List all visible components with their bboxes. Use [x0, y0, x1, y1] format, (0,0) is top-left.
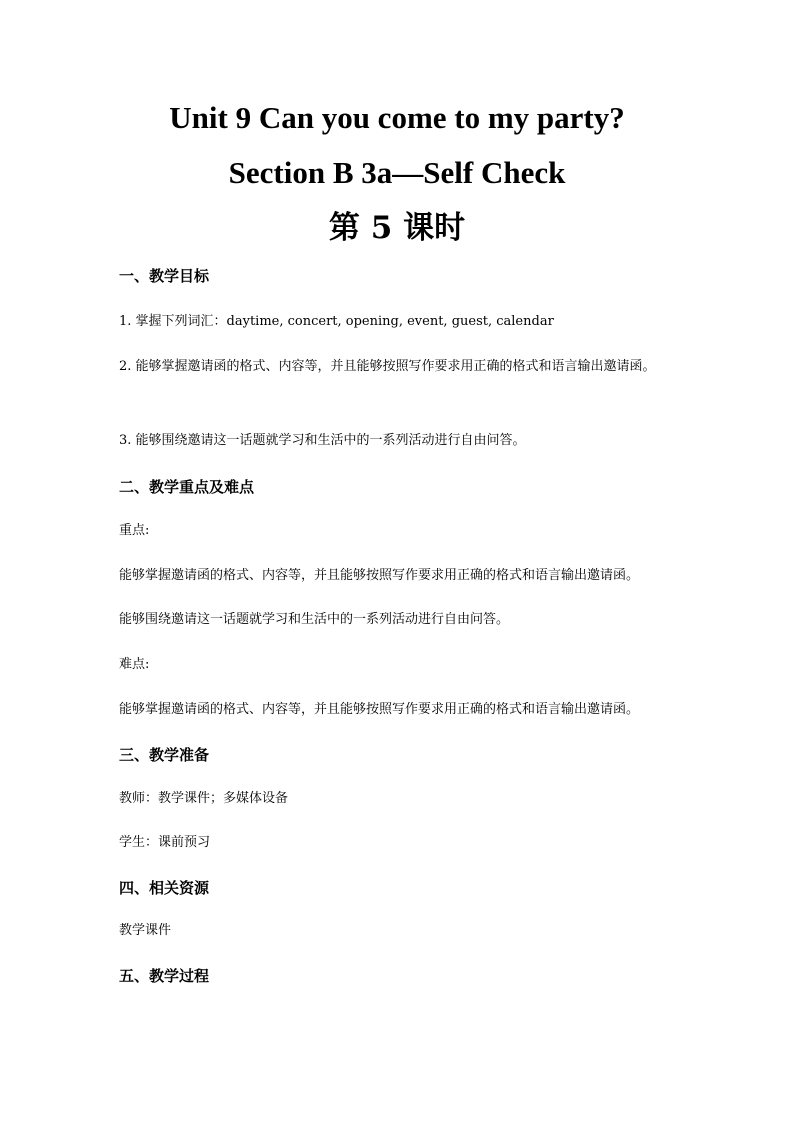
key-points-label: 重点:: [119, 523, 150, 538]
difficult-points-label: 难点:: [119, 657, 150, 672]
heading-key-and-difficult-points: 二、教学重点及难点: [119, 478, 255, 496]
key-point-item-1: 能够掌握邀请函的格式、内容等，并且能够按照写作要求用正确的格式和语言输出邀请函。: [119, 568, 640, 583]
teacher-preparation: 教师：教学课件；多媒体设备: [119, 791, 289, 806]
student-preparation: 学生：课前预习: [119, 835, 211, 850]
heading-related-resources: 四、相关资源: [119, 879, 210, 897]
difficult-point-item-1: 能够掌握邀请函的格式、内容等，并且能够按照写作要求用正确的格式和语言输出邀请函。: [119, 702, 640, 717]
lesson-title: 第 5 课时: [328, 210, 466, 246]
objective-item-3: 3. 能够围绕邀请这一话题就学习和生活中的一系列活动进行自由问答。: [119, 433, 526, 448]
heading-teaching-process: 五、教学过程: [119, 967, 210, 985]
objective-item-1: 1. 掌握下列词汇：daytime, concert, opening, event, guest, calendar: [119, 314, 554, 329]
objective-item-2: 2. 能够掌握邀请函的格式、内容等，并且能够按照写作要求用正确的格式和语言输出邀请函。: [119, 359, 656, 374]
section-title: Section B 3a—Self Check: [228, 155, 566, 190]
resource-item: 教学课件: [119, 923, 172, 938]
heading-teaching-preparation: 三、教学准备: [119, 746, 210, 764]
unit-title: Unit 9 Can you come to my party?: [169, 100, 625, 135]
heading-teaching-objectives: 一、教学目标: [119, 267, 210, 285]
key-point-item-2: 能够围绕邀请这一话题就学习和生活中的一系列活动进行自由问答。: [119, 612, 510, 627]
